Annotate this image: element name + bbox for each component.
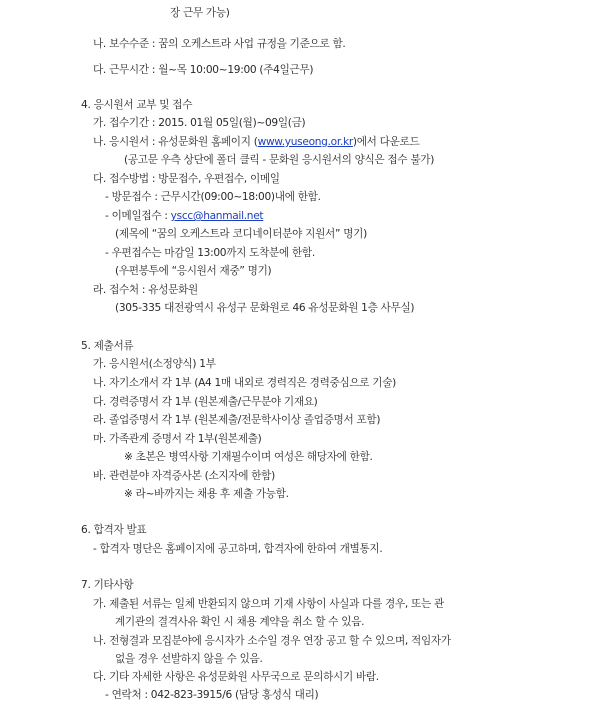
text-line xyxy=(93,135,419,149)
section-title: 4. 응시원서 교부 및 접수 xyxy=(81,99,193,111)
text-line: 다. 경력증명서 각 1부 (원본제출/근무분야 기재요) xyxy=(93,396,318,408)
email-link[interactable]: yscc@hanmail.net xyxy=(170,210,264,222)
text-line: ※ 라~바까지는 채용 후 제출 가능함. xyxy=(124,488,289,500)
section-title: 7. 기타사항 xyxy=(81,579,134,591)
text-line: 다. 근무시간 : 월~목 10:00~19:00 (주4일근무) xyxy=(93,64,314,76)
text-line: (305-335 대전광역시 유성구 문화원로 46 유성문화원 1층 사무실) xyxy=(115,302,415,314)
text-line xyxy=(105,209,263,223)
text-span: - 이메일접수 : xyxy=(105,210,171,222)
text-span: 나. 응시원서 : 유성문화원 홈페이지 ( xyxy=(93,136,258,148)
text-line: ※ 초본은 병역사항 기재필수이며 여성은 해당자에 한함. xyxy=(124,451,373,463)
section-title: 5. 제출서류 xyxy=(81,340,134,352)
text-line: 바. 관련분야 자격증사본 (소지자에 한함) xyxy=(93,470,275,482)
text-line: 없을 경우 선발하지 않을 수 있음. xyxy=(115,653,263,665)
text-line: - 방문접수 : 근무시간(09:00~18:00)내에 한함. xyxy=(105,191,321,203)
text-line: 나. 보수수준 : 꿈의 오케스트라 사업 규정을 기준으로 함. xyxy=(93,38,346,50)
text-line: - 우편접수는 마감일 13:00까지 도착분에 한함. xyxy=(105,247,315,259)
homepage-link[interactable]: www.yuseong.or.kr xyxy=(257,136,353,148)
text-line: 라. 접수처 : 유성문화원 xyxy=(93,284,198,296)
text-line: (제목에 “꿈의 오케스트라 코디네이터분야 지원서” 명기) xyxy=(115,228,367,240)
text-line: 다. 기타 자세한 사항은 유성문화원 사무국으로 문의하시기 바람. xyxy=(93,671,379,683)
text-line: (우편봉투에 “응시원서 재중” 명기) xyxy=(115,265,272,277)
text-line: 가. 접수기간 : 2015. 01월 05일(월)~09일(금) xyxy=(93,117,306,129)
text-line: - 연락처 : 042-823-3915/6 (담당 홍성식 대리) xyxy=(105,689,319,701)
text-line: 가. 응시원서(소정양식) 1부 xyxy=(93,358,216,370)
text-line: (공고문 우측 상단에 폴더 클릭 - 문화원 응시원서의 양식은 접수 불가) xyxy=(124,154,435,166)
text-line: 다. 접수방법 : 방문접수, 우편접수, 이메일 xyxy=(93,173,280,185)
text-line: - 합격자 명단은 홈페이지에 공고하며, 합격자에 한하여 개별통지. xyxy=(93,543,383,555)
text-line: 장 근무 가능) xyxy=(170,7,230,19)
text-line: 라. 졸업증명서 각 1부 (원본제출/전문학사이상 졸업증명서 포함) xyxy=(93,414,381,426)
text-line: 마. 가족관계 증명서 각 1부(원본제출) xyxy=(93,433,262,445)
text-line: 나. 전형결과 모집분야에 응시자가 소수일 경우 연장 공고 할 수 있으며, 적임자가 xyxy=(93,635,451,647)
text-line: 계기관의 결격사유 확인 시 채용 계약을 취소 할 수 있음. xyxy=(115,616,365,628)
text-line: 가. 제출된 서류는 일체 반환되지 않으며 기재 사항이 사실과 다를 경우, 또는 관 xyxy=(93,598,444,610)
text-span: )에서 다운로드 xyxy=(352,136,420,148)
section-title: 6. 합격자 발표 xyxy=(81,524,147,536)
text-line: 나. 자기소개서 각 1부 (A4 1매 내외로 경력직은 경력중심으로 기술) xyxy=(93,377,397,389)
